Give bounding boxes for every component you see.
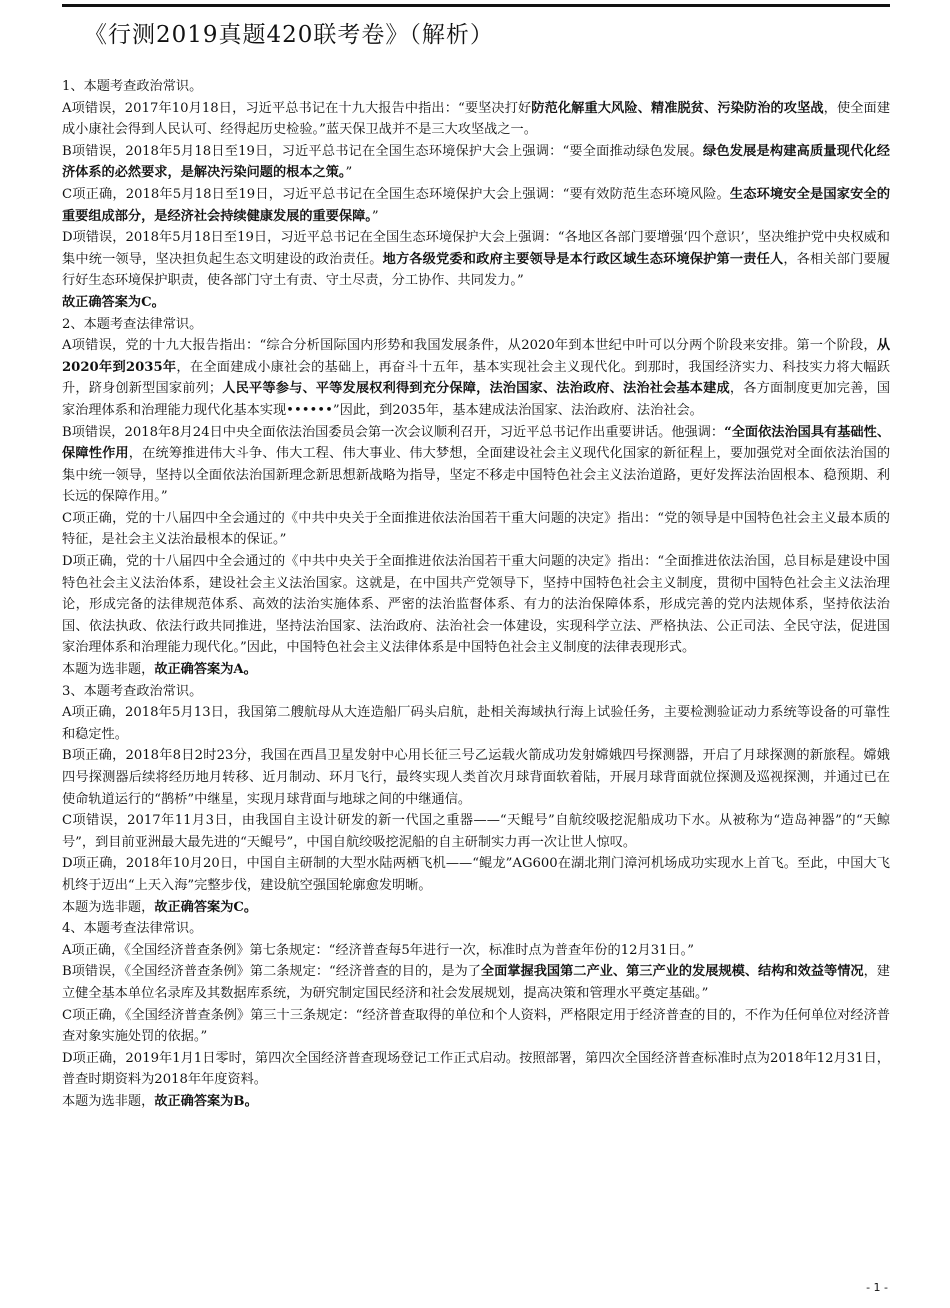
text-run: C项正确，党的十八届四中全会通过的《中共中央关于全面推进依法治国若干重大问题的决定》指出：“党的领导是中国特色社会主义最本质的特征，是社会主义法治最根本的保证。” — [62, 510, 890, 548]
text-run: C项正确，2018年5月18日至19日，习近平总书记在全国生态环境保护大会上强调：“要有效防范生态环境风险。 — [62, 186, 730, 202]
text-run: 3、本题考查政治常识。 — [62, 683, 203, 699]
explanation-paragraph — [62, 681, 890, 703]
explanation-paragraph — [62, 184, 890, 227]
text-run: D项正确，2019年1月1日零时，第四次全国经济普查现场登记工作正式启动。按照部署，第四次全国经济普查标准时点为2018年12月31日，普查时期资料为2018年年度资料。 — [62, 1050, 890, 1088]
bold-emphasis: 生态环境安全是国家安全的重要组成部分，是经济社会持续健康发展的重要保障。 — [62, 186, 891, 224]
explanation-paragraph — [62, 551, 890, 659]
bold-emphasis: 从2020年到2035年 — [62, 338, 890, 375]
bold-emphasis: 故正确答案为A。 — [154, 662, 257, 678]
explanation-paragraph — [62, 853, 890, 896]
explanation-paragraph — [62, 1005, 890, 1048]
text-run: ，各方面制度更加完善，国家治理体系和治理能力现代化基本实现••••••”因此，到2035年，基本建成法治国家、法治政府、法治社会。 — [62, 381, 891, 418]
explanation-paragraph — [62, 1048, 890, 1091]
explanation-paragraph — [62, 745, 890, 810]
text-run: 本题为选非题， — [62, 1093, 155, 1109]
text-run: A项错误，党的十九大报告指出：“综合分析国际国内形势和我国发展条件，从2020年到本世纪中叶可以分两个阶段来安排。第一个阶段， — [62, 338, 877, 354]
text-run: ，使全面建成小康社会得到人民认可、经得起历史检验。”蓝天保卫战并不是三大攻坚战之一。 — [62, 100, 891, 138]
bold-emphasis: 故正确答案为C。 — [62, 294, 165, 310]
explanation-paragraph — [62, 659, 890, 681]
text-run: A项正确，2018年5月13日，我国第二艘航母从大连造船厂码头启航，赴相关海域执行海上试验任务，主要检测验证动力系统等设备的可靠性和稳定性。 — [62, 705, 890, 742]
explanation-paragraph — [62, 702, 890, 745]
text-run: D项错误，2018年5月18日至19日，习近平总书记在全国生态环境保护大会上强调：“各地区各部门要增强‘四个意识’，坚决维护党中央权威和集中统一领导，坚决担负起生态文明建设的政治责任。 — [62, 230, 890, 267]
explanation-paragraph — [62, 335, 890, 421]
bold-emphasis: 绿色发展是构建高质量现代化经济体系的必然要求，是解决污染问题的根本之策。 — [62, 143, 890, 181]
text-run: 1、本题考查政治常识。 — [62, 79, 203, 94]
document-title: 《行测2019真题420联考卷》（解析） — [84, 22, 494, 48]
text-run: ，在全面建成小康社会的基础上，再奋斗十五年，基本实现社会主义现代化。到那时，我国经济实力、科技实力将大幅跃升，跻身创新型国家前列； — [62, 359, 890, 397]
text-run: C项错误，2017年11月3日，由我国自主设计研发的新一代国之重器——“天鲲号”自航绞吸挖泥船成功下水。从被称为“造岛神器”的“天鲸号”，到目前亚洲最大最先进的“天鲲号”，中国自航绞吸挖泥船的自主研制实力再一次让世人惊叹。 — [62, 813, 890, 850]
bold-emphasis: “全面依法治国具有基础性、保障性作用 — [62, 424, 891, 462]
explanation-paragraph — [62, 292, 890, 314]
explanation-paragraph — [62, 918, 890, 940]
bold-emphasis: 地方各级党委和政府主要领导是本行政区域生态环境保护第一责任人 — [382, 251, 784, 267]
text-run: ，各相关部门要履行好生态环境保护职责，使各部门守土有责、守土尽责，分工协作、共同发力。” — [62, 251, 891, 289]
explanation-paragraph — [62, 314, 890, 336]
explanation-paragraph — [62, 98, 890, 141]
explanation-paragraph — [62, 897, 890, 919]
explanation-paragraph — [62, 422, 890, 508]
header-rule — [62, 4, 890, 7]
text-run: B项错误，2018年8月24日中央全面依法治国委员会第一次会议顺利召开，习近平总书记作出重要讲话。他强调： — [62, 424, 725, 440]
text-run: D项正确，2018年10月20日，中国自主研制的大型水陆两栖飞机——“鲲龙”AG600在湖北荆门漳河机场成功实现水上首飞。至此，中国大飞机终于迈出“上天入海”完整步伐，建设航空强国轮廓愈发明晰。 — [62, 856, 890, 893]
bold-emphasis: 人民平等参与、平等发展权利得到充分保障，法治国家、法治政府、法治社会基本建成 — [222, 381, 730, 397]
text-run: ” — [371, 208, 379, 224]
text-run: C项正确，《全国经济普查条例》第三十三条规定：“经济普查取得的单位和个人资料，严格限定用于经济普查的目的，不作为任何单位对经济普查对象实施处罚的依据。” — [62, 1007, 890, 1045]
explanation-paragraph — [62, 508, 890, 551]
text-run: B项正确，2018年8日2时23分，我国在西昌卫星发射中心用长征三号乙运载火箭成功发射嫦娥四号探测器，开启了月球探测的新旅程。嫦娥四号探测器后续将经历地月转移、近月制动、环月飞行，最终实现人类首次月球背面软着陆，开展月球背面就位探测及巡视探测，并通过已在使命轨道运行的“鹊桥”中继星，实现月球背面与地球之间的中继通信。 — [62, 748, 890, 807]
text-run: 2、本题考查法律常识。 — [62, 316, 203, 332]
bold-emphasis: 故正确答案为B。 — [154, 1093, 258, 1109]
bold-emphasis: 故正确答案为C。 — [154, 899, 258, 915]
text-run: D项正确，党的十八届四中全会通过的《中共中央关于全面推进依法治国若干重大问题的决定》指出：“全面推进依法治国，总目标是建设中国特色社会主义法治体系，建设社会主义法治国家。这就是，在中国共产党领导下，坚持中国特色社会主义制度，贯彻中国特色社会主义法治理论，形成完备的法律规范体系、高效的法治实施体系、严密的法治监督体系、有力的法治保障体系，形成完善的党内法规体系，坚持依法治国、依法执政、依法行政共同推进，坚持法治国家、法治政府、法治社会一体建设，实现科学立法、严格执法、公正司法、全民守法，促进国家治理体系和治理能力现代化。”因此，中国特色社会主义法律体系是中国特色社会主义制度的法律表现形式。 — [62, 554, 890, 656]
explanation-paragraph — [62, 227, 890, 292]
explanation-paragraph — [62, 76, 890, 98]
explanation-paragraph — [62, 961, 890, 1004]
text-run: 本题为选非题， — [62, 662, 155, 678]
text-run: B项错误，2018年5月18日至19日，习近平总书记在全国生态环境保护大会上强调：“要全面推动绿色发展。 — [62, 143, 704, 159]
answer-explanations — [62, 76, 890, 1113]
text-run: ，建立健全基本单位名录库及其数据库系统，为研究制定国民经济和社会发展规划，提高决策和管理水平奠定基础。” — [62, 964, 890, 1001]
explanation-paragraph — [62, 810, 890, 853]
text-run: 本题为选非题， — [62, 899, 155, 915]
bold-emphasis: 防范化解重大风险、精准脱贫、污染防治的攻坚战 — [531, 100, 824, 116]
text-run: A项错误，2017年10月18日，习近平总书记在十九大报告中指出：“要坚决打好 — [62, 100, 532, 116]
text-run: ，在统筹推进伟大斗争、伟大工程、伟大事业、伟大梦想，全面建设社会主义现代化国家的新征程上，要加强党对全面依法治国的集中统一领导，坚持以全面依法治国新理念新思想新战略为指导，坚定不移走中国特色社会主义法治道路，更好发挥法治固根本、稳预期、利长远的保障作用。” — [62, 446, 891, 505]
text-run: 4、本题考查法律常识。 — [62, 921, 203, 937]
bold-emphasis: 全面掌握我国第二产业、第三产业的发展规模、结构和效益等情况 — [480, 964, 864, 980]
explanation-paragraph — [62, 940, 890, 962]
explanation-paragraph — [62, 1091, 890, 1113]
text-run: ” — [345, 165, 353, 181]
page-number: - 1 - — [866, 1281, 888, 1294]
text-run: B项错误，《全国经济普查条例》第二条规定：“经济普查的目的，是为了 — [62, 964, 481, 980]
text-run: A项正确，《全国经济普查条例》第七条规定：“经济普查每5年进行一次，标准时点为普查年份的12月31日。” — [62, 942, 695, 958]
explanation-paragraph — [62, 141, 890, 184]
